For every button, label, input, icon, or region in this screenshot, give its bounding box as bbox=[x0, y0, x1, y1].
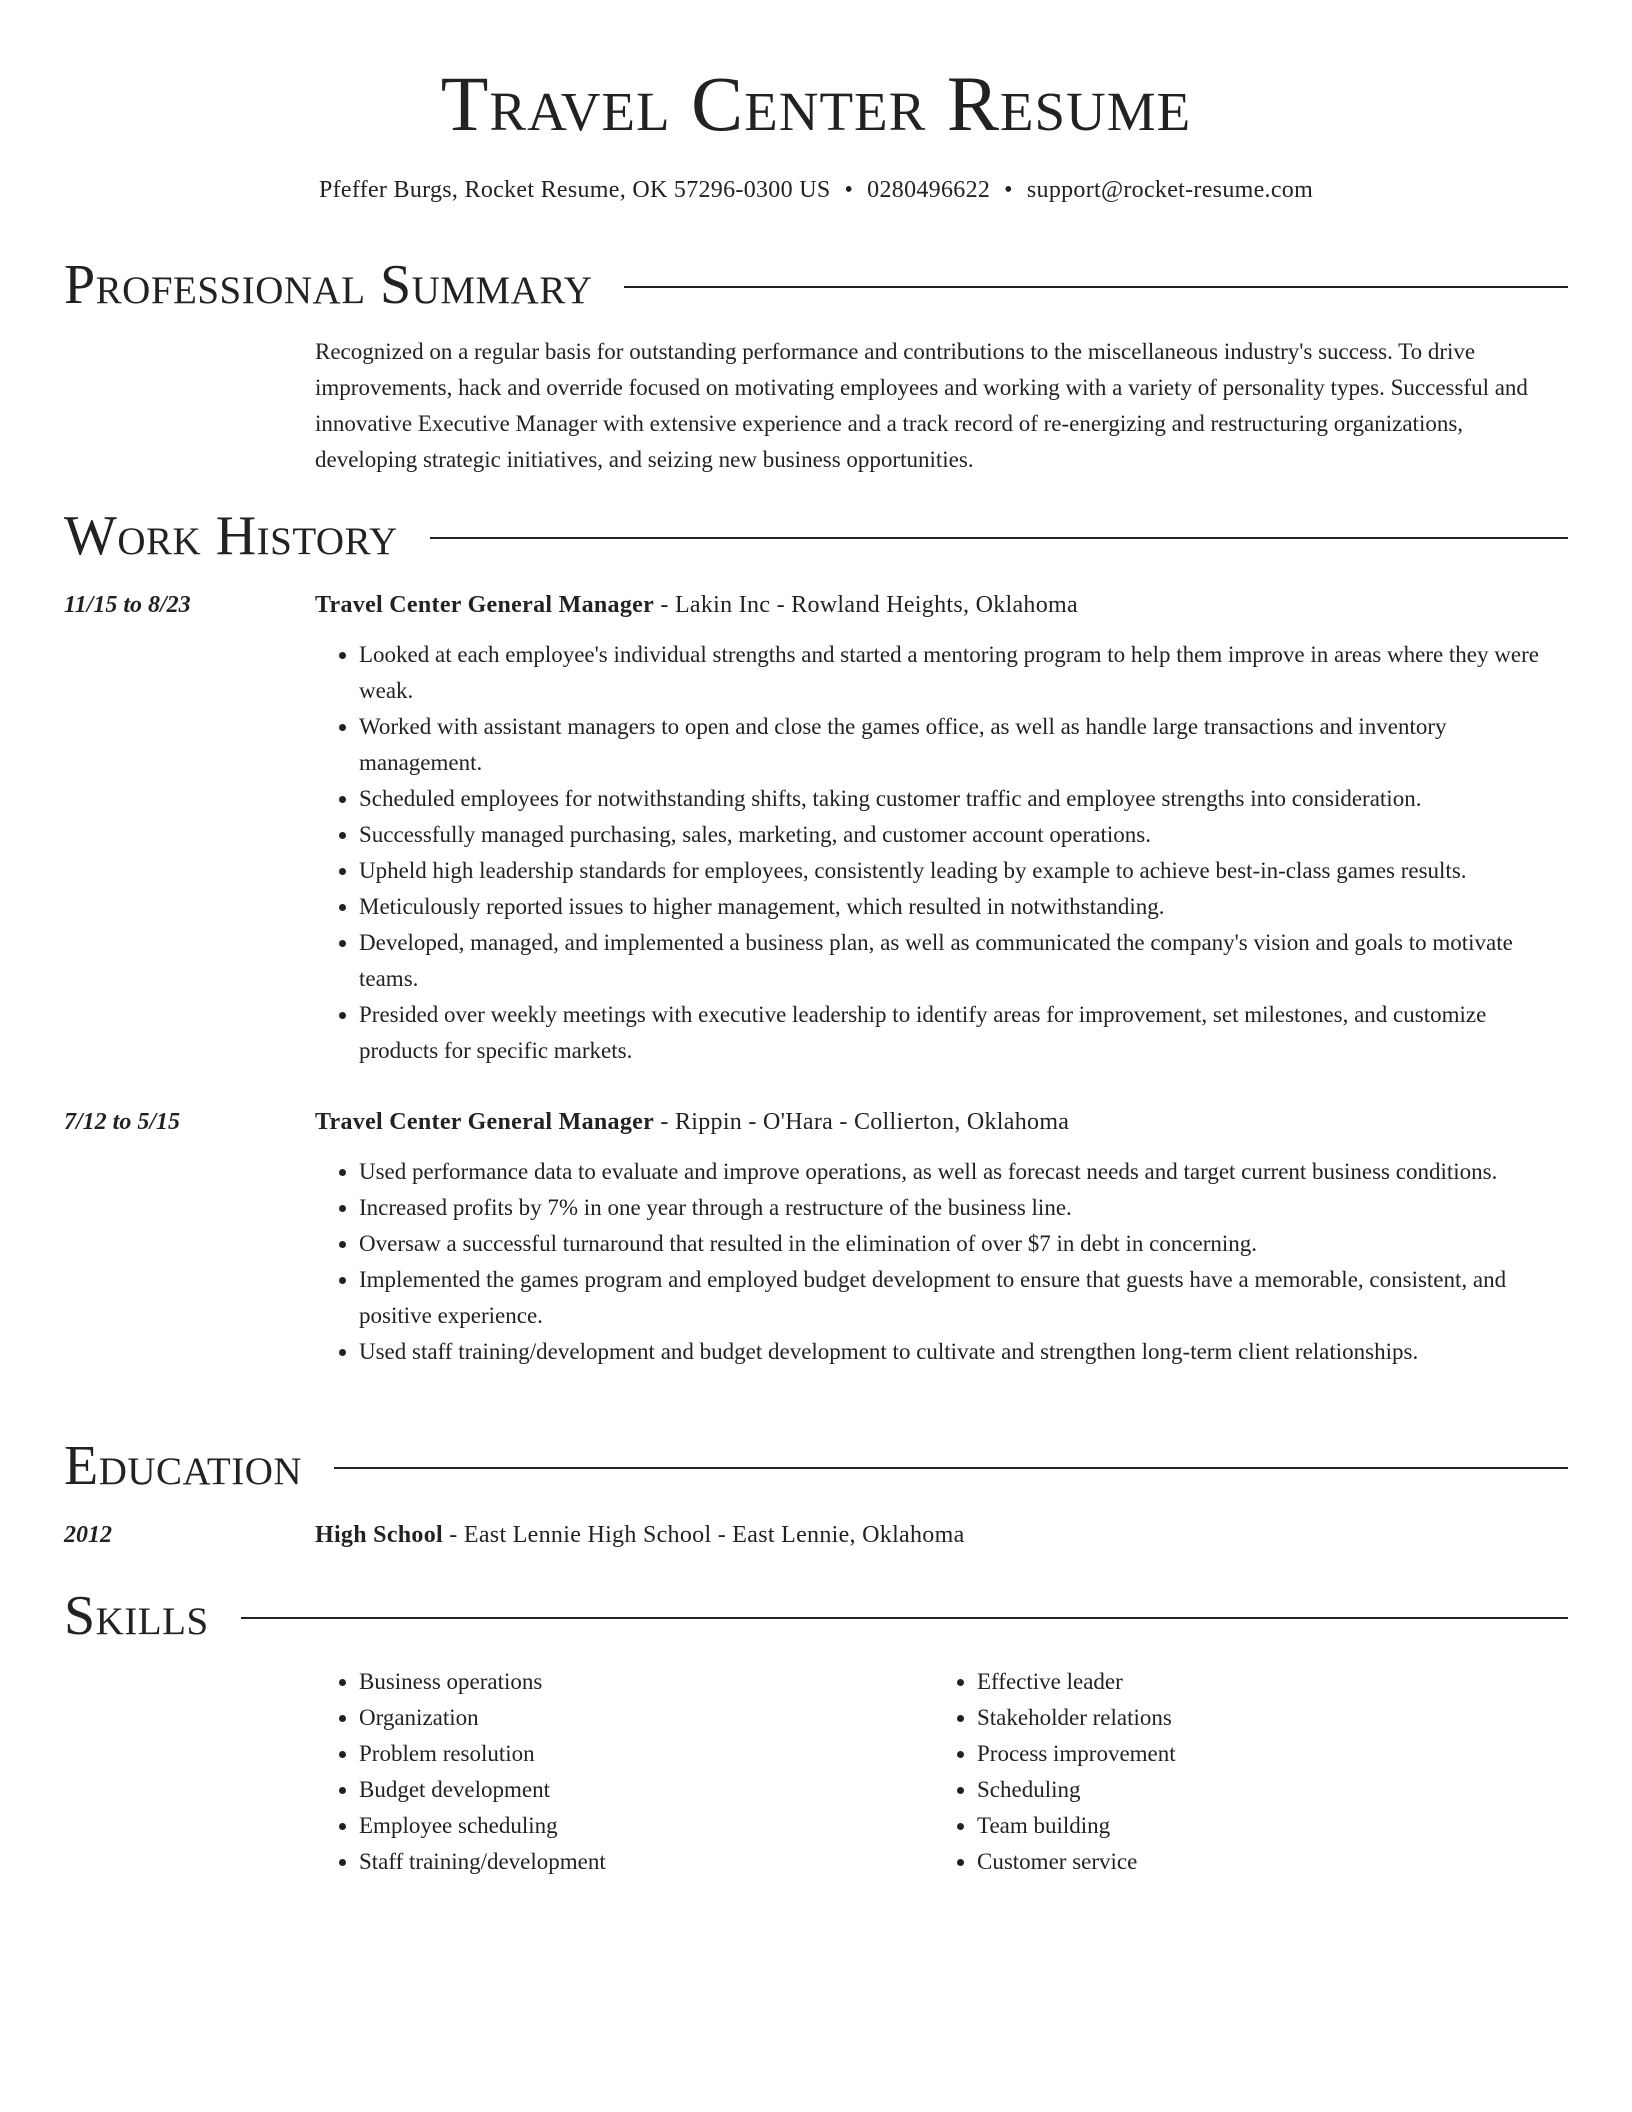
skills-section-header bbox=[64, 1584, 1568, 1648]
education-date: 2012 bbox=[64, 1522, 112, 1548]
job-title-line bbox=[315, 587, 1568, 623]
skill-item: • Scheduling bbox=[977, 1772, 1176, 1808]
section-divider bbox=[624, 286, 1568, 288]
skill-item: • Business operations bbox=[359, 1664, 933, 1700]
skill-item: • Employee scheduling bbox=[359, 1808, 933, 1844]
job-bullet: • Implemented the games program and employed budget development to ensure that guests have a memorable, consistent, and positive experience. bbox=[359, 1262, 1568, 1334]
contact-separator: • bbox=[1004, 177, 1013, 203]
contact-address: Pfeffer Burgs, Rocket Resume, OK 57296-0300 US bbox=[318, 177, 831, 203]
job-bullet: • Used performance data to evaluate and improve operations, as well as forecast needs and target current business conditions. bbox=[359, 1154, 1568, 1190]
job-bullets bbox=[315, 1154, 1568, 1370]
education-line bbox=[315, 1517, 1568, 1553]
skill-item: • Staff training/development bbox=[359, 1844, 933, 1880]
job-bullets bbox=[315, 637, 1568, 1069]
summary-section-header bbox=[64, 253, 1568, 317]
job-bullet: • Oversaw a successful turnaround that resulted in the elimination of over $7 in debt in concerning. bbox=[359, 1226, 1568, 1262]
section-divider bbox=[334, 1467, 1568, 1469]
job-title-line bbox=[315, 1104, 1568, 1140]
contact-line bbox=[64, 172, 1568, 208]
contact-phone: 0280496622 bbox=[867, 177, 991, 203]
section-divider bbox=[241, 1617, 1568, 1619]
job-date: 7/12 to 5/15 bbox=[64, 1109, 181, 1135]
summary-heading: Professional Summary bbox=[64, 254, 593, 316]
job-bullet: • Looked at each employee's individual strengths and started a mentoring program to help them improve in areas where they were weak. bbox=[359, 637, 1568, 709]
job-bullet: • Worked with assistant managers to open and close the games office, as well as handle large transactions and inventory management. bbox=[359, 709, 1568, 781]
skill-item: • Customer service bbox=[977, 1844, 1176, 1880]
job-company: - Lakin Inc - Rowland Heights, Oklahoma bbox=[654, 592, 1078, 618]
skill-item: • Problem resolution bbox=[359, 1736, 933, 1772]
job-bullet: • Meticulously reported issues to higher management, which resulted in notwithstanding. bbox=[359, 889, 1568, 925]
skills-column-right bbox=[933, 1664, 1176, 1880]
job-bullet: • Presided over weekly meetings with executive leadership to identify areas for improvement, set milestones, and customize products for specific markets. bbox=[359, 997, 1568, 1069]
contact-email: support@rocket-resume.com bbox=[1026, 177, 1314, 203]
education-section-header bbox=[64, 1434, 1568, 1498]
job-date: 11/15 to 8/23 bbox=[64, 592, 191, 618]
skill-item: • Budget development bbox=[359, 1772, 933, 1808]
skill-item: • Organization bbox=[359, 1700, 933, 1736]
job-bullet: • Upheld high leadership standards for employees, consistently leading by example to achieve best-in-class games results. bbox=[359, 853, 1568, 889]
job-bullet: • Developed, managed, and implemented a business plan, as well as communicated the company's vision and goals to motivate teams. bbox=[359, 925, 1568, 997]
job-bullet: • Used staff training/development and budget development to cultivate and strengthen long-term client relationships. bbox=[359, 1334, 1568, 1370]
skills-list bbox=[315, 1664, 1568, 1880]
work-section-header bbox=[64, 504, 1568, 568]
job-bullet: • Scheduled employees for notwithstanding shifts, taking customer traffic and employee strengths into consideration. bbox=[359, 781, 1568, 817]
resume-title: Travel Center Resume bbox=[440, 60, 1192, 147]
education-heading: Education bbox=[64, 1435, 303, 1497]
job-company: - Rippin - O'Hara - Collierton, Oklahoma bbox=[654, 1109, 1070, 1135]
skill-item: • Effective leader bbox=[977, 1664, 1176, 1700]
skills-column-left bbox=[315, 1664, 933, 1880]
skill-item: • Process improvement bbox=[977, 1736, 1176, 1772]
education-school: - East Lennie High School - East Lennie, Oklahoma bbox=[443, 1522, 965, 1548]
job-entry bbox=[64, 587, 1568, 1069]
job-bullet: • Increased profits by 7% in one year through a restructure of the business line. bbox=[359, 1190, 1568, 1226]
contact-separator: • bbox=[844, 177, 854, 203]
education-entry bbox=[64, 1517, 1568, 1553]
job-bullet: • Successfully managed purchasing, sales, marketing, and customer account operations. bbox=[359, 817, 1568, 853]
skills-heading: Skills bbox=[64, 1585, 209, 1647]
skill-item: • Team building bbox=[977, 1808, 1176, 1844]
education-degree: High School bbox=[315, 1522, 443, 1548]
job-title: Travel Center General Manager bbox=[315, 1109, 655, 1135]
work-heading: Work History bbox=[64, 505, 398, 567]
job-entry bbox=[64, 1104, 1568, 1370]
job-title: Travel Center General Manager bbox=[315, 592, 655, 618]
skill-item: • Stakeholder relations bbox=[977, 1700, 1176, 1736]
summary-text: Recognized on a regular basis for outstanding performance and contributions to the miscellaneous industry's success. To drive improvements, hack and override focused on motivating employees and working with a variety of personality types. Successful and innovative Executive Manager with extensive experience and a track record of re-energizing and restructuring organizations, developing strategic initiatives, and seizing new business opportunities. bbox=[315, 339, 1528, 472]
section-divider bbox=[430, 537, 1568, 539]
